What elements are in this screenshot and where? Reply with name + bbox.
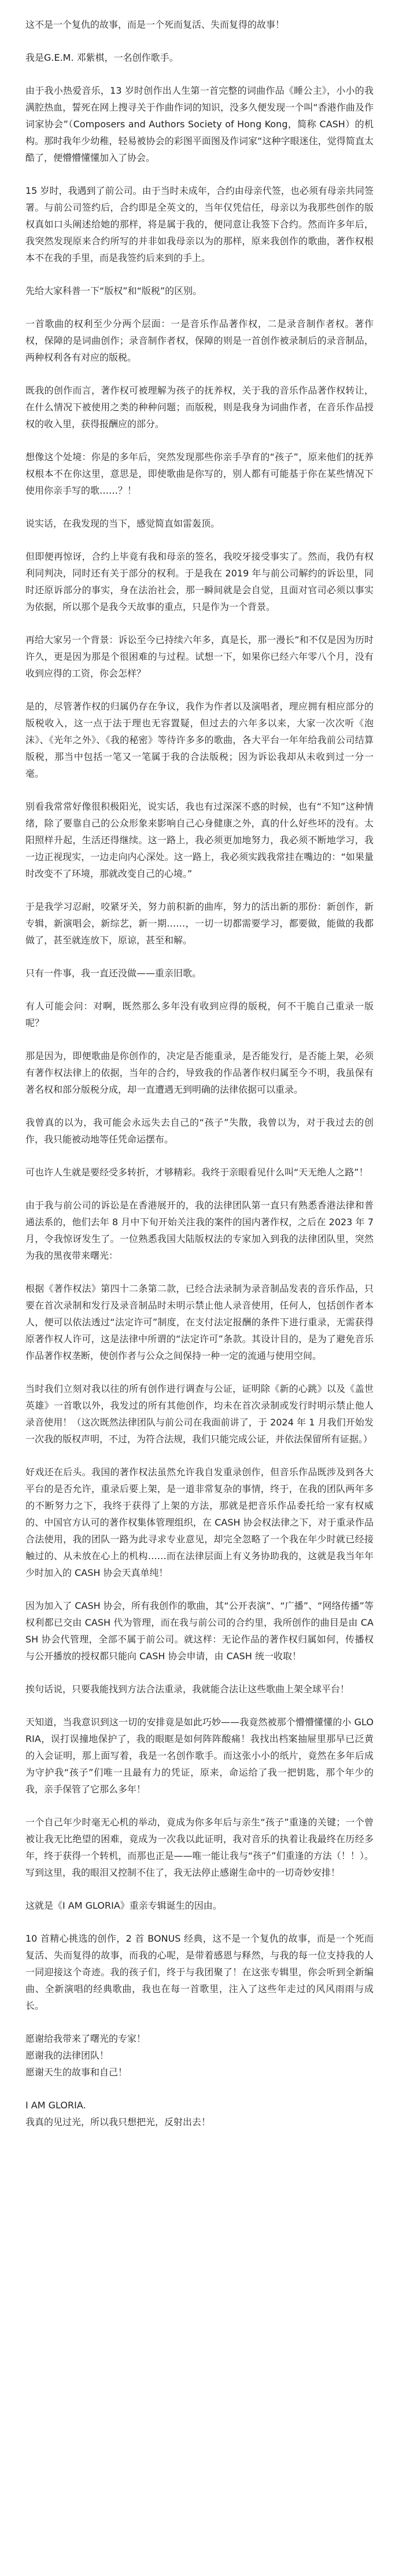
paragraph-14: 于是我学习忍耐，咬紧牙关，努力前积新的曲库，努力的活出新的那份：新创作，新专辑，新演唱会，新综艺，新一期……，一切一切都需要学习，都要做，能做的我都做了，甚至就连放下，原谅，甚至和解。 (25, 901, 374, 946)
paragraph-18: 我曾真的以为，我可能会永远失去自己的“孩子”失散，我曾以为，对于我过去的创作，我只能被动地等任凭命运摆布。 (25, 1117, 374, 1145)
paragraph-29: 10 首精心挑选的创作，2 首 BONUS 经典，这不是一个复仇的故事，而是一个死而复活、失而复得的故事，而我的心呢，是带着感恩与释然，与我的每一位支持我的人一同迎接这个奇迹。我的孩子们，终于与我团聚了！在这张专辑里，你会听到全新编曲、全新演唱的经典歌曲，我也在每一首歌里，注入了这些年走过的风风雨雨与成长。 (25, 1933, 374, 2011)
paragraph-24: 因为加入了 CASH 协会，所有我创作的歌曲，其“公开表演”、“广播”、“网络传播”等权利都已交由 CASH 代为管理，而在我与前公司的合约里，我所创作的曲目是由 CASH 协会代管理，全部不属于前公司。就这样：无论作品的著作权归属如何，传播权与公开播放的授权都只能向 CASH 协会申请，由 CASH 统一收取！ (25, 1600, 374, 1662)
paragraph-27: 一个自己年少时毫无心机的举动，竟成为你多年后与亲生“孩子”重逢的关键；一个曾被让我无比绝望的困难，竟成为一次我以此证明，我对音乐的执着让我最终在历经多年，终于获得一个转机，而那也正是——唯一能让我与“孩子”们重逢的方法（！！）。写到这里，我的眼泪又控制不住了，我无法停止感谢生命中的一切奇妙安排！ (25, 1817, 374, 1878)
paragraph-1: 这不是一个复仇的故事，而是一个死而复活、失而复得的故事！ (25, 19, 285, 30)
closing-statement: 我真的见过光，所以我只想把光，反射出去！ (25, 2116, 211, 2127)
paragraph-23: 好戏还在后头。我国的著作权法虽然允许我自发重录创作，但音乐作品既涉及到各大平台的是否允许，重录后要上架，是一道非常复杂的事情，终于，在我的团队两年多的不断努力之下，我终于获得了上架的方法，那就是把音乐作品委托给一家有权威的、中国官方认可的著作权集体管理组织，在 CASH 协会权法律之下，对于重录作品合法使用，我的团队一路为此寻求专业意见，却完全忽略了一个我在年少时就已经接触过的、从未放在心上的机构……而在法律层面上有义务协助我的，这就是我当年年少时加入的 CASH 协会天真单纯！ (25, 1467, 374, 1578)
paragraph-22: 当时我们立刻对我以往的所有创作进行调查与公证，证明除《新的心跳》以及《盖世英雄》一首歌以外，我发过的所有其他创作，均未在首次录制或发行时明示禁止他人录音使用！（这次既然法律团队与前公司在我面前讲了，于 2024 年 1 月我们开始发一次我的版权声明，不过，为符合法规，我们只能完成公证，并依法保留所有证据。） (25, 1383, 374, 1445)
thanks-block (25, 2030, 374, 2081)
paragraph-16: 有人可能会问：对啊，既然那么多年没有收到应得的版税，何不干脆自己重录一版呢？ (25, 1001, 374, 1028)
paragraph-20: 由于我与前公司的诉讼是在香港展开的，我的法律团队第一直只有熟悉香港法律和普通法系的，他们去年 8 月中下旬开始关注我的案件的国内著作权，之后在 2023 年 7 月，令我惊讶发生了。一位熟悉我国大陆版权法的专家加入到我的法律团队里，突然为我的黑夜带来曙光： (25, 1200, 374, 1261)
paragraph-19: 可也许人生就是要经受多转折，才够精彩。我终于亲眼看见什么叫“天无绝人之路”！ (25, 1167, 368, 1178)
paragraph-7: 既我的创作而言，著作权可被理解为孩子的抚养权，关于我的音乐作品著作权转让，在什么情况下被使用之类的种种问题；而版税，则是我身为词曲作者，在音乐作品授权的收入里，获得报酬应的部分。 (25, 385, 374, 429)
paragraph-9: 说实话，在我发现的当下，感觉简直如雷轰顶。 (25, 518, 220, 529)
paragraph-4: 15 岁时，我遇到了前公司。由于当时未成年，合约由母亲代签，也必须有母亲共同签署。与前公司签约后，合约即是全英文的，当年仅凭信任，母亲以为我那些创作的版权真如口头阐述给她的那样，将是属于我的，便同意让我签下合约。然而许多年后，我突然发现原来合约所写的并非如我母亲以为的那样，原来我创作的歌曲，著作权根本不在我的手里，而是我签约后来到的手上。 (25, 185, 374, 263)
paragraph-8: 想像这个处境：你是的多年后，突然发现那些你亲手孕育的“孩子”，原来他们的抚养权根本不在你这里，意思是，即使歌曲是你写的，别人都有可能基于你在某些情况下使用你亲手写的歌……？！ (25, 451, 374, 496)
paragraph-6: 一首歌曲的权利至少分两个层面：一是音乐作品著作权，二是录音制作者权。著作权，保障的是词曲创作；录音制作者权，保障的则是一首创作被录制后的录音制品，两种权利各有对应的版税。 (25, 318, 374, 363)
paragraph-28: 这就是《I AM GLORIA》重亲专辑诞生的因由。 (25, 1900, 222, 1911)
thanks-line-3: 愿谢天生的故事和自己！ (25, 2067, 128, 2078)
paragraph-25: 挨句话说，只要我能找到方法合法重录，我就能合法让这些歌曲上架全球平台！ (25, 1684, 350, 1695)
paragraph-10: 但即便再惊讶，合约上毕竟有我和母亲的签名，我咬牙接受事实了。然而，我仍有权利同判决，同时还有关于部分的权利。于是我在 2019 年与前公司解约的诉讼里，同时还原诉部分的事实，身在法治社会，那一瞬间就是会自觉，且面对官司必须以事实为依据，所以那个是我今天故事的重点，只是作为一个背景。 (25, 551, 374, 612)
paragraph-15: 只有一件事，我一直还没做——重亲旧歌。 (25, 968, 202, 979)
paragraph-17: 那是因为，即便歌曲是你创作的，决定是否能重录，是否能发行，是否能上架，必须有著作权法律上的依据，当年的合约，导致我的作品著作权归属至今不明，我虽保有著名权和部分版税分成，却一直遭遇无到明确的法律依据可以重录。 (25, 1050, 374, 1095)
thanks-line-1: 愿谢给我带来了曙光的专家！ (25, 2033, 146, 2044)
paragraph-11: 再给大家另一个背景：诉讼至今已持续六年多，真是长，那一漫长”和不仅是因为历时许久，更是因为那是个很困难的与过程。试想一下，如果你已经六年零八个月，没有收到应得的工资，你会怎样？ (25, 634, 374, 679)
paragraph-26: 天知道，当我意识到这一切的安排竟是如此巧妙——我竟然被那个懵懵懂懂的小 GLORIA，误打误撞地保护了，我的眼眶是如何阵阵酸痛！我找出档案抽屉里那早已泛黄的入会证明，那上面写着，我是一名创作歌手。而这张小小的纸片，竟然在多年后成为守护我“孩子”们唯一且最有力的凭证，原来，命运给了我一把钥匙，那个年少的我，亲手保管了它那么多年！ (25, 1717, 374, 1795)
paragraph-13: 别看我常常好像很积极阳光，说实话，我也有过深深不惑的时候，也有“不知”这种情绪，除了要靠自己的公众形象来影响自己心身健康之外，真的什么好些坏的没有。太阳照样升起，生活还得继续。这一路上，我必须更加地努力，我必须不断地学习，我一边正视现实，一边走向内心深处。这一路上，我必须实践我常挂在嘴边的：“如果量时改变不了环境，那就改变自己的心境。” (25, 801, 374, 879)
paragraph-21: 根据《著作权法》第四十二条第二款，已经合法录制为录音制品发表的音乐作品，只要在首次录制和发行及录音制品时未明示禁止他人录音使用，任何人，包括创作者本人，便可以依法透过“法定许可”制度，在支付法定报酬的条件下进行重录，无需获得原著作权人许可，这是法律中所谓的“法定许可”条款。其设计目的，是为了避免音乐作品著作权垄断，使创作者与公众之间保持一种一定的流通与使用空间。 (25, 1283, 374, 1361)
thanks-line-2: 愿谢我的法律团队！ (25, 2050, 109, 2061)
paragraph-3: 由于我小热爱音乐，13 岁时创作出人生第一首完整的词曲作品《睡公主》，小小的我满腔热血，誓死在网上搜寻关于作曲作词的知识，没多久便发现一个叫“香港作曲及作词家协会”（Composers and Authors Society of Hong Kong，简称 CASH）的机构。那时我年少幼稚，轻易被协会的彩图平面图及作词家“这种字眼迷住，觉得简直太酷了，便懵懵懂懂加入了协会。 (25, 85, 374, 163)
paragraph-2: 我是G.E.M. 邓紫棋，一名创作歌手。 (25, 52, 179, 63)
closing-block (25, 2097, 374, 2130)
closing-signature: I AM GLORIA. (25, 2100, 86, 2111)
paragraph-5: 先给大家科普一下“版权”和“版税”的区别。 (25, 285, 202, 296)
paragraph-12: 是的，尽管著作权的归属仍存在争议，我作为作者以及演唱者，理应拥有相应部分的版税收入，这一点于法于理也无容置疑，但过去的六年多以来，大家一次次听《泡沫》、《光年之外》、《我的秘密》等待许多多的歌曲，各大平台一年年给我前公司结算版税，那当中包括一笔又一笔属于我的合法版税；因为诉讼我却从未收到过一分一毫。 (25, 701, 374, 779)
